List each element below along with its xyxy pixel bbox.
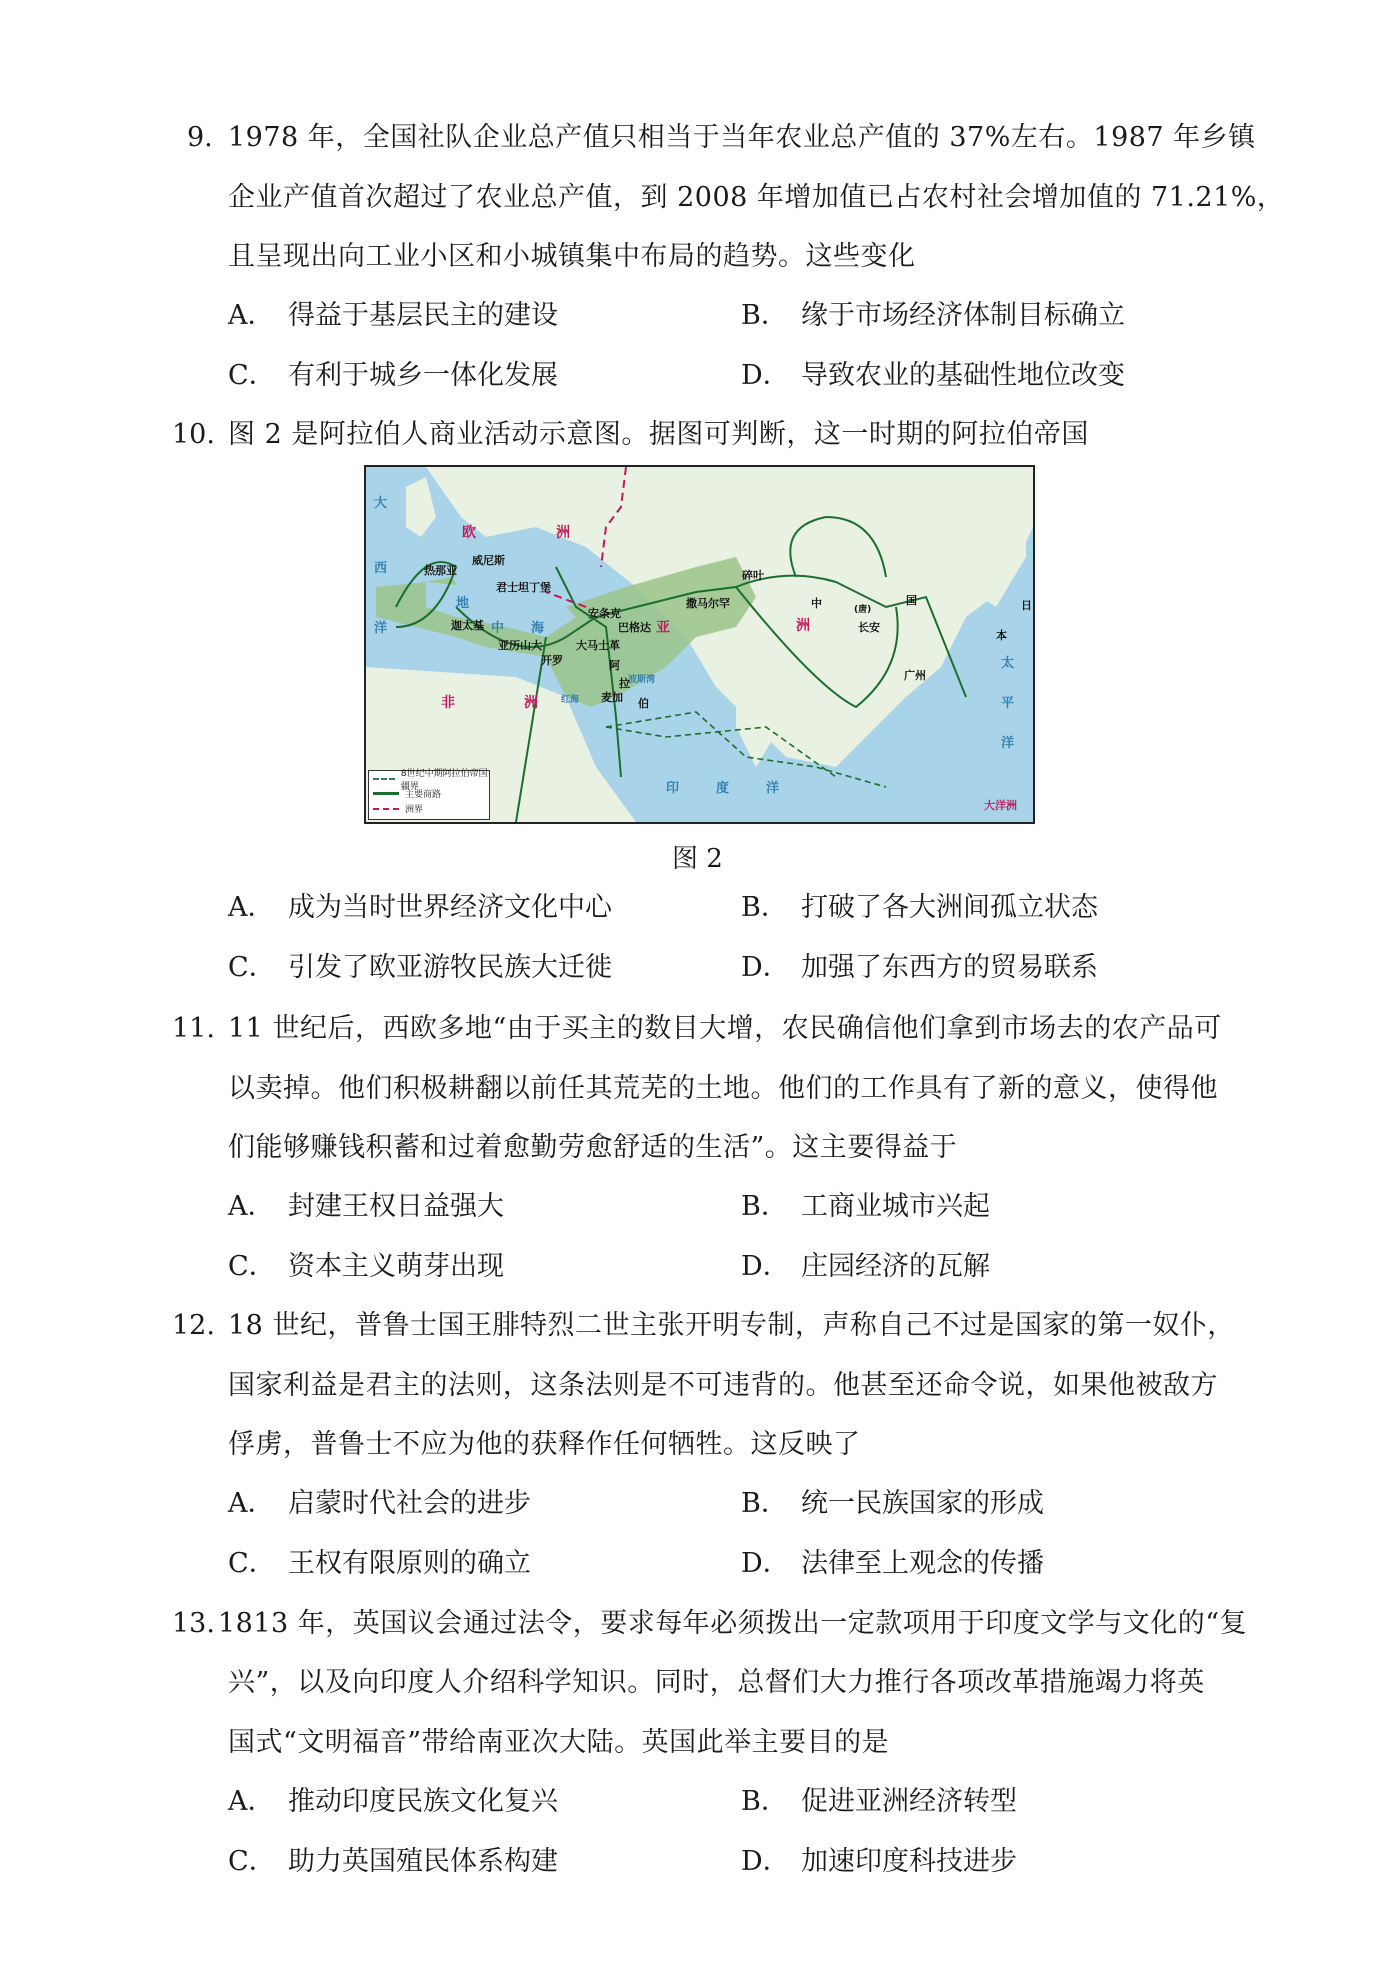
- option-key: D．: [741, 952, 790, 983]
- option-key: D．: [741, 1251, 790, 1282]
- place-label: 迦太基: [451, 619, 484, 632]
- question-stem-line: 俘虏，普鲁士不应为他的获释作任何牺牲。这反映了: [228, 1429, 861, 1460]
- question-stem-line: 国家利益是君主的法则，这条法则是不可违背的。他甚至还命令说，如果他被敌方: [228, 1370, 1218, 1401]
- option-a[interactable]: [228, 1190, 504, 1224]
- option-key: B．: [741, 1488, 788, 1519]
- question-stem-line: 企业产值首次超过了农业总产值，到 2008 年增加值已占农村社会增加值的 71.21%，: [228, 182, 1285, 213]
- question-stem-line: 1978 年，全国社队企业总产值只相当于当年农业总产值的 37%左右。1987 年乡镇: [228, 122, 1256, 153]
- option-key: B．: [741, 300, 788, 331]
- ocean-label: 太: [1001, 656, 1015, 671]
- option-c[interactable]: [228, 951, 612, 985]
- question-stem-line: 国式“文明福音”带给南亚次大陆。英国此举主要目的是: [228, 1727, 890, 1758]
- place-label: 中: [811, 597, 822, 610]
- place-label: 本: [996, 629, 1007, 642]
- option-text: 加强了东西方的贸易联系: [801, 952, 1098, 983]
- place-label: 长安: [858, 621, 880, 634]
- ocean-label: 平: [1001, 696, 1015, 711]
- option-text: 加速印度科技进步: [801, 1846, 1017, 1877]
- question-number: 10.: [172, 419, 215, 450]
- place-label: 广州: [904, 669, 926, 682]
- ocean-label: 印: [666, 781, 680, 796]
- place-label: 撒马尔罕: [686, 597, 730, 610]
- option-text: 有利于城乡一体化发展: [288, 360, 558, 391]
- option-c[interactable]: [228, 1845, 558, 1879]
- option-key: A．: [228, 1488, 275, 1519]
- question-stem-line: 11 世纪后，西欧多地“由于买主的数目大增，农民确信他们拿到市场去的农产品可: [228, 1013, 1222, 1044]
- place-label: 伯: [638, 697, 649, 710]
- option-key: A．: [228, 1191, 275, 1222]
- legend-item-empire-border: [369, 768, 489, 792]
- option-text: 统一民族国家的形成: [801, 1488, 1044, 1519]
- option-key: D．: [741, 1548, 790, 1579]
- place-label: 碎叶: [742, 569, 764, 582]
- legend-label: 主要商路: [405, 790, 442, 800]
- ocean-label: 中: [491, 621, 505, 636]
- question-stem-line: 且呈现出向工业小区和小城镇集中布局的趋势。这些变化: [228, 241, 916, 272]
- legend-item-continent-boundary: [369, 801, 489, 816]
- question-number: 11.: [172, 1013, 215, 1044]
- ocean-label: 西: [374, 561, 388, 576]
- place-label: 日: [1021, 599, 1032, 612]
- place-label: 安条克: [588, 607, 621, 620]
- place-label: (唐): [854, 605, 872, 615]
- option-key: D．: [741, 360, 790, 391]
- map-legend: [368, 770, 490, 820]
- option-b[interactable]: [741, 1487, 1044, 1521]
- option-b[interactable]: [741, 1190, 990, 1224]
- question-number: 13.: [172, 1608, 215, 1639]
- option-a[interactable]: [228, 1785, 558, 1819]
- place-label: 大马士革: [576, 639, 620, 652]
- place-label: 亚历山大: [498, 639, 542, 652]
- option-b[interactable]: [741, 891, 1098, 925]
- option-c[interactable]: [228, 1547, 531, 1581]
- option-text: 法律至上观念的传播: [801, 1548, 1044, 1579]
- option-key: A．: [228, 892, 275, 923]
- continent-label: 非: [441, 695, 455, 711]
- ocean-label: 地: [456, 596, 470, 611]
- option-text: 缘于市场经济体制目标确立: [801, 300, 1125, 331]
- option-key: A．: [228, 1786, 275, 1817]
- legend-swatch: [373, 792, 399, 795]
- option-b[interactable]: [741, 299, 1125, 333]
- option-text: 促进亚洲经济转型: [801, 1786, 1017, 1817]
- continent-label: 亚: [656, 620, 670, 636]
- question-stem-line: 1813 年，英国议会通过法令，要求每年必须拨出一定款项用于印度文学与文化的“复: [218, 1608, 1248, 1639]
- question-stem-line: 以卖掉。他们积极耕翻以前任其荒芜的土地。他们的工作具有了新的意义，使得他: [228, 1073, 1218, 1104]
- option-text: 王权有限原则的确立: [288, 1548, 531, 1579]
- option-c[interactable]: [228, 359, 558, 393]
- ocean-label: 红海: [561, 695, 580, 705]
- land-india: [736, 657, 786, 767]
- ocean-label: 洋: [766, 781, 780, 796]
- option-text: 庄园经济的瓦解: [801, 1251, 990, 1282]
- option-key: C．: [228, 1846, 276, 1877]
- option-a[interactable]: [228, 891, 612, 925]
- option-b[interactable]: [741, 1785, 1017, 1819]
- question-number: 9.: [187, 122, 213, 153]
- legend-label: 8世纪中期阿拉伯帝国疆界: [400, 768, 488, 792]
- place-label: 巴格达: [618, 621, 651, 634]
- option-text: 打破了各大洲间孤立状态: [801, 892, 1098, 923]
- place-label: 麦加: [601, 691, 623, 704]
- option-d[interactable]: [741, 359, 1125, 393]
- option-key: C．: [228, 360, 276, 391]
- option-d[interactable]: [741, 951, 1098, 985]
- option-d[interactable]: [741, 1845, 1017, 1879]
- figure-caption: 图 2: [672, 844, 723, 874]
- option-key: C．: [228, 952, 276, 983]
- arab-trade-map: [364, 465, 1035, 824]
- option-key: D．: [741, 1846, 790, 1877]
- place-label: 热那亚: [424, 564, 457, 577]
- continent-label: 洲: [796, 618, 810, 634]
- place-label: 君士坦丁堡: [496, 581, 551, 594]
- continent-label: 洲: [556, 525, 570, 541]
- option-text: 得益于基层民主的建设: [288, 300, 558, 331]
- question-stem-line: 兴”，以及向印度人介绍科学知识。同时，总督们大力推行各项改革措施竭力将英: [228, 1667, 1205, 1698]
- option-text: 助力英国殖民体系构建: [288, 1846, 558, 1877]
- option-key: B．: [741, 892, 788, 923]
- option-key: C．: [228, 1251, 276, 1282]
- option-a[interactable]: [228, 1487, 531, 1521]
- legend-swatch: [373, 808, 399, 810]
- option-text: 启蒙时代社会的进步: [288, 1488, 531, 1519]
- place-label: 开罗: [541, 654, 563, 667]
- option-key: A．: [228, 300, 275, 331]
- option-key: B．: [741, 1786, 788, 1817]
- ocean-label: 波斯湾: [628, 675, 656, 685]
- place-label: 拉: [619, 677, 630, 690]
- continent-label: 大洋洲: [984, 799, 1017, 812]
- legend-label: 洲界: [405, 805, 424, 815]
- option-key: C．: [228, 1548, 276, 1579]
- option-text: 引发了欧亚游牧民族大迁徙: [288, 952, 612, 983]
- option-d[interactable]: [741, 1250, 990, 1284]
- option-d[interactable]: [741, 1547, 1044, 1581]
- place-label: 威尼斯: [472, 554, 505, 567]
- option-key: B．: [741, 1191, 788, 1222]
- option-text: 封建王权日益强大: [288, 1191, 504, 1222]
- land-britain: [406, 477, 436, 537]
- continent-label: 洲: [524, 695, 538, 711]
- option-text: 工商业城市兴起: [801, 1191, 990, 1222]
- option-text: 成为当时世界经济文化中心: [288, 892, 612, 923]
- place-label: 国: [906, 594, 917, 607]
- ocean-label: 度: [716, 781, 730, 796]
- question-stem-line: 图 2 是阿拉伯人商业活动示意图。据图可判断，这一时期的阿拉伯帝国: [228, 419, 1089, 450]
- option-text: 导致农业的基础性地位改变: [801, 360, 1125, 391]
- ocean-label: 大: [374, 496, 388, 511]
- continent-label: 欧: [462, 525, 476, 541]
- question-stem-line: 18 世纪，普鲁士国王腓特烈二世主张开明专制，声称自己不过是国家的第一奴仆，: [228, 1310, 1235, 1341]
- question-stem-line: 们能够赚钱积蓄和过着愈勤劳愈舒适的生活”。这主要得益于: [228, 1132, 958, 1163]
- option-text: 资本主义萌芽出现: [288, 1251, 504, 1282]
- question-number: 12.: [172, 1310, 215, 1341]
- option-text: 推动印度民族文化复兴: [288, 1786, 558, 1817]
- ocean-label: 海: [531, 621, 545, 636]
- place-label: 阿: [609, 659, 620, 672]
- option-a[interactable]: [228, 299, 558, 333]
- ocean-label: 洋: [1001, 736, 1015, 751]
- option-c[interactable]: [228, 1250, 504, 1284]
- legend-swatch: [373, 778, 395, 780]
- ocean-label: 洋: [374, 621, 388, 636]
